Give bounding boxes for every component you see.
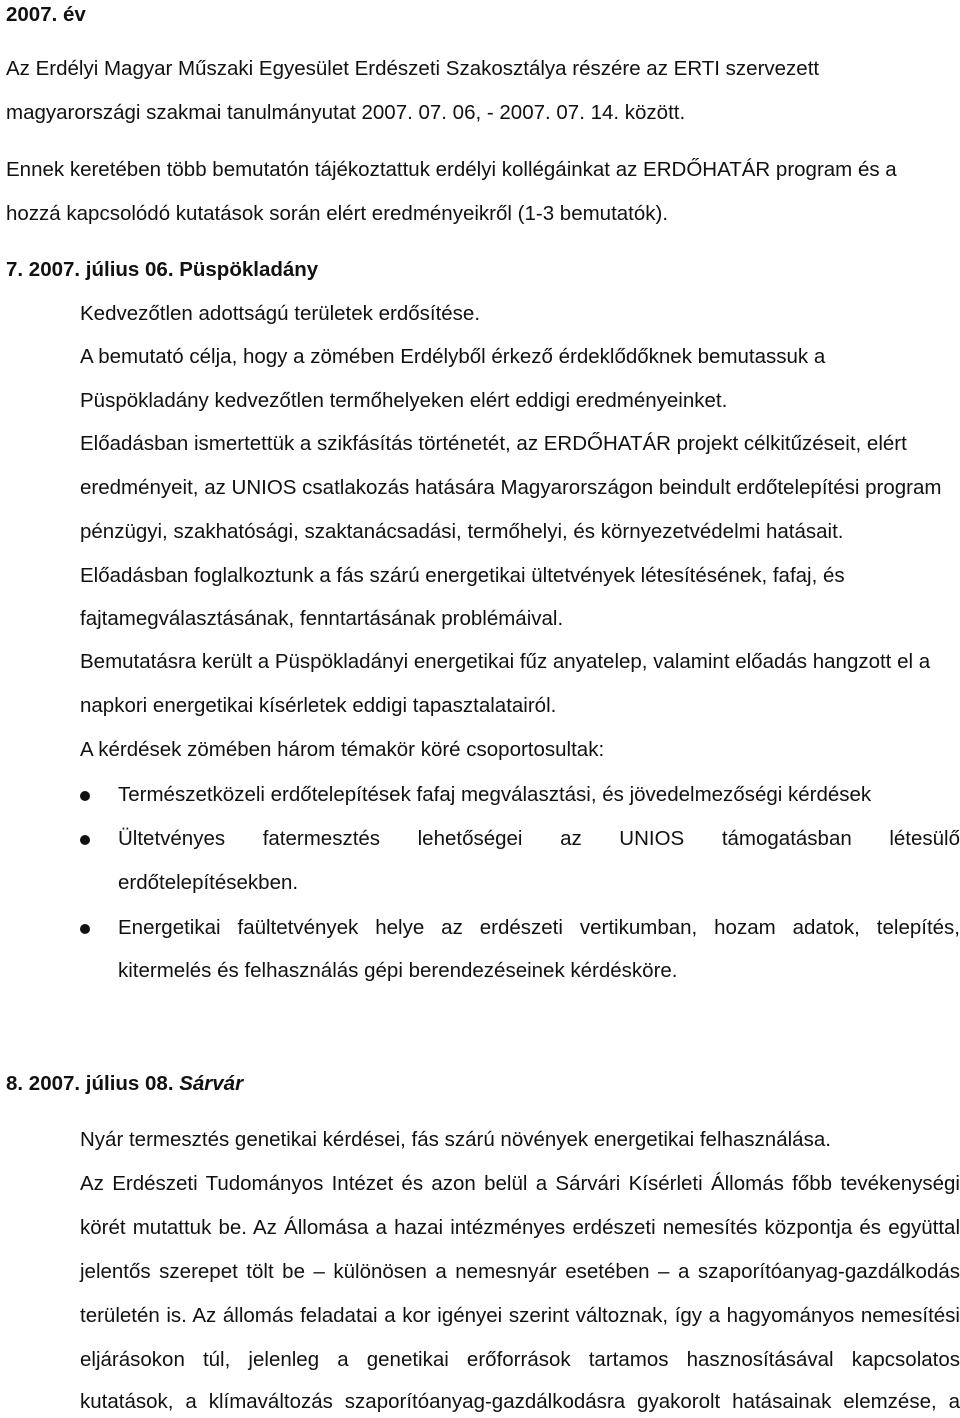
bullet-item-2-line: erdőtelepítésekben.	[118, 871, 299, 894]
year-heading: 2007. év	[6, 3, 86, 26]
intro-line-4: hozzá kapcsolódó kutatások során elért eredményeikről (1-3 bemutatók).	[6, 202, 669, 225]
section-7-line: pénzügyi, szakhatósági, szaktanácsadási, termőhelyi, és környezetvédelmi hatásait.	[80, 520, 844, 543]
section-7-line: fajtamegválasztásának, fenntartásának problémáival.	[80, 607, 564, 630]
section-8-line: eljárásokon túl, jelenleg a genetikai erőforrások tartamos hasznosításával kapcsolatos	[80, 1348, 960, 1371]
section-8-line: Az Erdészeti Tudományos Intézet és azon belül a Sárvári Kísérleti Állomás főbb tevékenységi	[80, 1172, 960, 1195]
section-7-line: Előadásban foglalkoztunk a fás szárú energetikai ültetvények létesítésének, fafaj, és	[80, 564, 845, 587]
section-7-line: Püspökladány kedvezőtlen termőhelyeken elért eddigi eredményeinket.	[80, 389, 728, 412]
bullet-item-3-line: kitermelés és felhasználás gépi berendezéseinek kérdésköre.	[118, 959, 678, 982]
section-7-line: eredményeit, az UNIOS csatlakozás hatására Magyarországon beindult erdőtelepítési program	[80, 476, 942, 499]
section-8-line: körét mutattuk be. Az Állomása a hazai intézményes erdészeti nemesítés központja és együttal	[80, 1216, 960, 1239]
section-7-line: Előadásban ismertettük a szikfásítás történetét, az ERDŐHATÁR projekt célkitűzéseit, elért	[80, 432, 907, 455]
section-7-line: napkori energetikai kísérletek eddigi tapasztalatairól.	[80, 694, 557, 717]
intro-line-2: magyarországi szakmai tanulmányutat 2007. 07. 06, - 2007. 07. 14. között.	[6, 101, 686, 124]
intro-line-3: Ennek keretében több bemutatón tájékoztattuk erdélyi kollégáinkat az ERDŐHATÁR program és a	[6, 158, 897, 181]
section-8-line: kutatások, a klímaváltozás szaporítóanyag-gazdálkodásra gyakorolt hatásainak elemzése, a	[80, 1390, 960, 1413]
section-8-heading	[6, 1072, 243, 1096]
bullet-item-1-line: Természetközeli erdőtelepítések fafaj megválasztási, és jövedelmezőségi kérdések	[118, 783, 872, 806]
bullet-item-2-line: Ültetvényes fatermesztés lehetőségei az UNIOS támogatásban létesülő	[118, 827, 960, 850]
bullet-dot-icon	[80, 791, 90, 801]
section-7-heading: 7. 2007. július 06. Püspökladány	[6, 258, 319, 281]
section-7-line: A kérdések zömében három témakör köré csoportosultak:	[80, 738, 605, 761]
section-8-line: jelentős szerepet tölt be – különösen a nemesnyár esetében – a szaporítóanyag-gazdálkodás	[80, 1260, 960, 1283]
section-7-line: A bemutató célja, hogy a zömében Erdélyből érkező érdeklődőknek bemutassuk a	[80, 345, 826, 368]
section-7-line: Bemutatásra került a Püspökladányi energetikai fűz anyatelep, valamint előadás hangzott el a	[80, 650, 931, 673]
section-8-line: Nyár termesztés genetikai kérdései, fás szárú növények energetikai felhasználása.	[80, 1128, 831, 1151]
section-8-place-name: Sárvár	[179, 1072, 244, 1095]
section-8-heading-text: 8. 2007. július 08. Sárvár	[6, 1072, 244, 1095]
bullet-item-3-line: Energetikai faültetvények helye az erdészeti vertikumban, hozam adatok, telepítés,	[118, 916, 960, 939]
section-8-line: területén is. Az állomás feladatai a kor igényei szerint változnak, így a hagyományos nemesítési	[80, 1304, 960, 1327]
bullet-dot-icon	[80, 835, 90, 845]
section-7-subtitle: Kedvezőtlen adottságú területek erdősítése.	[80, 302, 481, 325]
bullet-dot-icon	[80, 924, 90, 934]
intro-line-1: Az Erdélyi Magyar Műszaki Egyesület Erdészeti Szakosztálya részére az ERTI szervezett	[6, 57, 820, 80]
